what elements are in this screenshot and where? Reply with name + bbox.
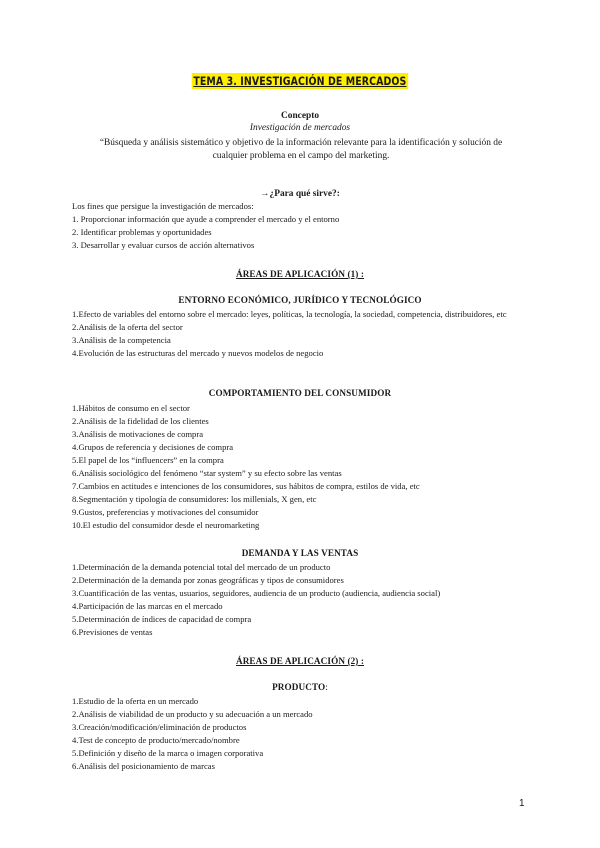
- title-container: [0, 72, 600, 90]
- concept-definition: “Búsqueda y análisis sistemático y objetivo de la información relevante para la identificación y solución de cualquier problema en el campo del marketing.: [99, 138, 503, 161]
- list-item: 6.Análisis sociológico del fenómeno “star system” y su efecto sobre las ventas: [72, 468, 342, 478]
- list-item: 1.Determinación de la demanda potencial total del mercado de un producto: [72, 562, 331, 572]
- list-item: 3. Desarrollar y evaluar cursos de acción alternativos: [72, 240, 255, 250]
- document-title: TEMA 3. INVESTIGACIÓN DE MERCADOS: [193, 74, 407, 88]
- producto-list: [72, 695, 532, 773]
- section-title-suffix: :: [325, 682, 328, 692]
- section-title-producto: PRODUCTO: [272, 682, 326, 692]
- comportamiento-list: [72, 402, 532, 532]
- section-title-demanda: DEMANDA Y LAS VENTAS: [241, 548, 359, 558]
- list-item: 5.El papel de los “influencers” en la compra: [72, 455, 224, 465]
- list-item: 2.Determinación de la demanda por zonas geográficas y tipos de consumidores: [72, 575, 344, 585]
- section-title-entorno: ENTORNO ECONÓMICO, JURÍDICO Y TECNOLÓGICO: [178, 295, 422, 305]
- list-item: 10.El estudio del consumidor desde el neuromarketing: [72, 520, 260, 530]
- list-item: 4.Grupos de referencia y decisiones de compra: [72, 442, 234, 452]
- list-item: 2.Análisis de viabilidad de un producto y su adecuación a un mercado: [72, 709, 313, 719]
- section-title-producto-line: [0, 682, 600, 692]
- areas1-heading: ÁREAS DE APLICACIÓN (1) :: [235, 269, 365, 279]
- list-item: 2. Identificar problemas y oportunidades: [72, 227, 212, 237]
- list-item: 6.Previsiones de ventas: [72, 627, 153, 637]
- list-item: 3.Creación/modificación/eliminación de productos: [72, 722, 247, 732]
- list-item: 4.Evolución de las estructuras del mercado y nuevos modelos de negocio: [72, 348, 324, 358]
- purpose-intro: Los fines que persigue la investigación de mercados:: [72, 201, 254, 211]
- list-item: 6.Análisis del posicionamiento de marcas: [72, 761, 215, 771]
- list-item: 8.Segmentación y tipología de consumidores: los millenials, X gen, etc: [72, 494, 317, 504]
- list-item: 5.Definición y diseño de la marca o imagen corporativa: [72, 748, 264, 758]
- list-item: 9.Gustos, preferencias y motivaciones del consumidor: [72, 507, 259, 517]
- list-item: 1.Hábitos de consumo en el sector: [72, 403, 190, 413]
- list-item: 3.Cuantificación de las ventas, usuarios, seguidores, audiencia de un producto (audiencia, audiencia social): [72, 588, 441, 598]
- purpose-block: [72, 200, 532, 252]
- list-item: 7.Cambios en actitudes e intenciones de los consumidores, sus hábitos de compra, estilos de vida, etc: [72, 481, 420, 491]
- list-item: 4.Test de concepto de producto/mercado/nombre: [72, 735, 240, 745]
- list-item: 3.Análisis de motivaciones de compra: [72, 429, 204, 439]
- list-item: 3.Análisis de la competencia: [72, 335, 171, 345]
- purpose-heading: →¿Para qué sirve?:: [260, 189, 340, 199]
- entorno-list: [72, 308, 532, 360]
- list-item: 2.Análisis de la oferta del sector: [72, 322, 183, 332]
- list-item: 1.Efecto de variables del entorno sobre el mercado: leyes, políticas, la tecnología, la sociedad, competencia, distribuidores, etc: [72, 309, 507, 319]
- list-item: 1.Estudio de la oferta en un mercado: [72, 696, 199, 706]
- areas2-heading: ÁREAS DE APLICACIÓN (2) :: [235, 656, 365, 666]
- page-number: 1: [519, 798, 525, 809]
- list-item: 1. Proporcionar información que ayude a comprender el mercado y el entorno: [72, 214, 340, 224]
- concept-label: Concepto: [280, 111, 320, 121]
- list-item: 4.Participación de las marcas en el mercado: [72, 601, 223, 611]
- list-item: 5.Determinación de índices de capacidad de compra: [72, 614, 252, 624]
- demanda-list: [72, 561, 532, 639]
- section-title-comportamiento: COMPORTAMIENTO DEL CONSUMIDOR: [208, 388, 392, 398]
- list-item: 2.Análisis de la fidelidad de los clientes: [72, 416, 209, 426]
- concept-term: Investigación de mercados: [249, 123, 351, 133]
